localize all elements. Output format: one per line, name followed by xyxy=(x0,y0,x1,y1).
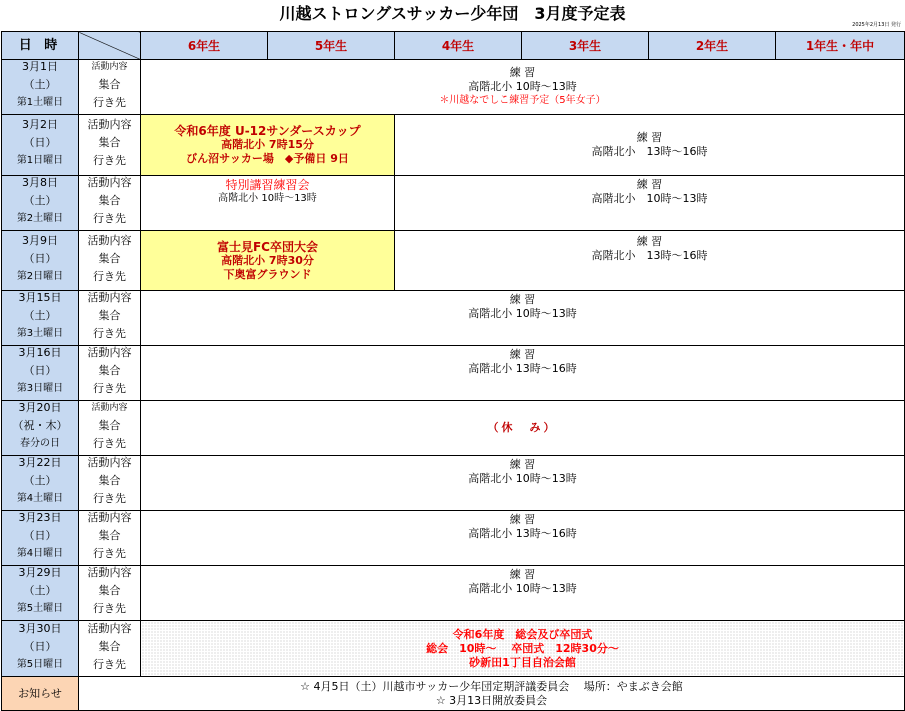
event-destination: 下奥富グラウンド xyxy=(223,267,312,281)
label-meeting: 集合 xyxy=(98,474,121,487)
week-label: 第1土曜日 xyxy=(16,97,64,108)
date: 3月16日 xyxy=(18,346,62,359)
event-place: 高階北小 13時～16時 xyxy=(591,145,708,158)
event-all-grades xyxy=(141,346,905,401)
date: 3月29日 xyxy=(18,566,62,579)
event-note: ＊川越なでしこ練習予定（5年女子） xyxy=(439,95,606,106)
label-destination: 行き先 xyxy=(93,657,126,671)
label-activity: 活動内容 xyxy=(87,511,132,524)
week-label: 第5日曜日 xyxy=(16,658,64,670)
event-place: 高階北小 10時～13時 xyxy=(468,582,577,595)
event-place: 砂新田1丁目自治会館 xyxy=(469,655,576,669)
label-meeting: 集合 xyxy=(98,584,121,597)
label-cell xyxy=(79,60,141,115)
label-cell xyxy=(79,401,141,456)
week-label: 第4土曜日 xyxy=(16,493,64,504)
event-place: 高階北小 10時～13時 xyxy=(468,472,577,485)
label-meeting: 集合 xyxy=(98,194,121,207)
event-title: 令和6年度 総会及び卒団式 xyxy=(452,627,593,641)
schedule-row xyxy=(2,566,905,621)
label-destination: 行き先 xyxy=(93,269,126,283)
event-title: 令和6年度 U-12サンダースカップ xyxy=(174,124,361,138)
schedule-row xyxy=(2,346,905,401)
label-cell xyxy=(79,566,141,621)
label-destination: 行き先 xyxy=(93,492,126,505)
label-meeting: 集合 xyxy=(98,251,121,265)
date-cell xyxy=(2,176,79,231)
label-activity: 活動内容 xyxy=(87,176,132,189)
issue-date: 2025年2月13日 発行 xyxy=(852,22,901,28)
event-grades-6-5 xyxy=(141,176,395,231)
schedule-row xyxy=(2,60,905,115)
schedule-row xyxy=(2,511,905,566)
weekday: （土） xyxy=(23,584,57,597)
weekday: （日） xyxy=(23,639,57,653)
week-label: 第3日曜日 xyxy=(16,383,64,394)
date: 3月15日 xyxy=(18,291,62,304)
weekday: （日） xyxy=(23,251,57,265)
week-label: 第3土曜日 xyxy=(16,328,64,339)
event-meeting: 高階北小 7時15分 xyxy=(221,138,314,151)
notice-item: ☆ 4月5日（土）川越市サッカー少年団定期評議委員会 場所：やまぶき会館 xyxy=(300,679,683,693)
weekday: （土） xyxy=(23,194,57,207)
date-cell xyxy=(2,346,79,401)
date: 3月2日 xyxy=(22,118,58,131)
header-grade-3: 3年生 xyxy=(522,32,649,60)
event-place: 高階北小 10時～13時 xyxy=(468,307,577,320)
date-cell xyxy=(2,456,79,511)
date: 3月9日 xyxy=(22,233,58,247)
date-cell xyxy=(2,291,79,346)
label-meeting: 集合 xyxy=(98,419,121,432)
notice-item: ☆ 3月13日開放委員会 xyxy=(435,693,548,707)
header-grade-1: 1年生・年中 xyxy=(776,32,905,60)
schedule-row xyxy=(2,176,905,231)
label-destination: 行き先 xyxy=(93,382,126,395)
notice-row xyxy=(2,677,905,711)
label-cell xyxy=(79,231,141,291)
notice-label: お知らせ xyxy=(2,677,79,711)
schedule-row xyxy=(2,401,905,456)
event-all-grades xyxy=(141,456,905,511)
label-cell xyxy=(79,511,141,566)
label-activity: 活動内容 xyxy=(87,291,132,304)
schedule-row xyxy=(2,231,905,291)
header-date: 日 時 xyxy=(2,32,79,60)
label-cell xyxy=(79,176,141,231)
event-title: 練 習 xyxy=(636,235,663,248)
week-label: 第1日曜日 xyxy=(16,155,64,166)
label-meeting: 集合 xyxy=(98,639,121,653)
label-destination: 行き先 xyxy=(93,96,126,109)
event-all-grades xyxy=(141,511,905,566)
event-title: 練 習 xyxy=(509,348,536,361)
weekday: （祝・木） xyxy=(12,419,68,432)
label-meeting: 集合 xyxy=(98,529,121,542)
header-grade-6: 6年生 xyxy=(141,32,268,60)
label-cell xyxy=(79,621,141,677)
date-cell xyxy=(2,511,79,566)
schedule-row xyxy=(2,291,905,346)
schedule-row xyxy=(2,621,905,677)
event-time: 総会 10時～ 卒団式 12時30分～ xyxy=(426,641,619,655)
event-place: 高階北小 10時～13時 xyxy=(591,192,708,205)
event-title: （休 み） xyxy=(487,421,558,434)
event-all-grades xyxy=(141,291,905,346)
header-grade-4: 4年生 xyxy=(395,32,522,60)
label-meeting: 集合 xyxy=(98,309,121,322)
week-label: 第4日曜日 xyxy=(16,548,64,559)
event-meeting: 高階北小 7時30分 xyxy=(221,253,314,267)
week-label: 第2日曜日 xyxy=(16,270,64,282)
event-title: 練 習 xyxy=(509,458,536,471)
label-destination: 行き先 xyxy=(93,212,126,225)
label-activity: 活動内容 xyxy=(87,233,132,247)
label-activity: 活動内容 xyxy=(87,456,132,469)
label-cell xyxy=(79,115,141,176)
header-grade-2: 2年生 xyxy=(649,32,776,60)
label-activity: 活動内容 xyxy=(91,62,128,72)
event-title: 練 習 xyxy=(509,568,536,581)
weekday: （土） xyxy=(23,78,57,91)
label-cell xyxy=(79,346,141,401)
schedule-row xyxy=(2,456,905,511)
label-destination: 行き先 xyxy=(93,437,126,450)
date-cell xyxy=(2,621,79,677)
header-diagonal xyxy=(79,32,141,60)
label-destination: 行き先 xyxy=(93,547,126,560)
notice-body xyxy=(79,677,905,711)
label-destination: 行き先 xyxy=(93,154,126,167)
schedule-row xyxy=(2,115,905,176)
event-all-grades xyxy=(141,566,905,621)
event-place: 高階北小 13時～16時 xyxy=(468,527,577,540)
weekday: （土） xyxy=(23,474,57,487)
label-destination: 行き先 xyxy=(93,602,126,615)
weekday: （日） xyxy=(23,529,57,542)
event-grade-6 xyxy=(141,115,395,176)
date: 3月20日 xyxy=(18,401,62,414)
event-title: 練 習 xyxy=(636,131,663,144)
header-grade-5: 5年生 xyxy=(268,32,395,60)
label-activity: 活動内容 xyxy=(91,403,128,413)
date-cell xyxy=(2,60,79,115)
date: 3月22日 xyxy=(18,456,62,469)
label-meeting: 集合 xyxy=(98,78,121,91)
page-title: 川越ストロングスサッカー少年団 3月度予定表 xyxy=(279,4,626,23)
schedule-table xyxy=(1,31,905,711)
event-place: 高階北小 10時～13時 xyxy=(218,193,317,204)
event-destination: びん沼サッカー場 ◆予備日 9日 xyxy=(186,152,349,165)
week-label: 春分の日 xyxy=(20,438,60,449)
event-title: 練 習 xyxy=(509,66,536,79)
date-cell xyxy=(2,231,79,291)
event-title: 富士見FC卒団大会 xyxy=(216,239,318,254)
label-activity: 活動内容 xyxy=(87,118,132,131)
date: 3月8日 xyxy=(22,176,58,189)
event-place: 高階北小 10時～13時 xyxy=(468,80,577,93)
date-cell xyxy=(2,401,79,456)
event-place: 高階北小 13時～16時 xyxy=(468,362,577,375)
event-place: 高階北小 13時～16時 xyxy=(591,249,708,262)
event-title: 練 習 xyxy=(509,513,536,526)
event-other-grades xyxy=(395,231,905,291)
event-day-off xyxy=(141,401,905,456)
date: 3月30日 xyxy=(18,621,62,635)
label-destination: 行き先 xyxy=(93,327,126,340)
event-title: 特別講習練習会 xyxy=(225,178,310,192)
event-other-grades xyxy=(395,115,905,176)
event-all-grades xyxy=(141,60,905,115)
date: 3月1日 xyxy=(22,60,58,73)
event-grade-6 xyxy=(141,231,395,291)
date-cell xyxy=(2,115,79,176)
label-meeting: 集合 xyxy=(98,364,121,377)
week-label: 第5土曜日 xyxy=(16,603,64,614)
label-activity: 活動内容 xyxy=(87,346,132,359)
week-label: 第2土曜日 xyxy=(16,213,64,224)
label-activity: 活動内容 xyxy=(87,566,132,579)
label-cell xyxy=(79,291,141,346)
label-meeting: 集合 xyxy=(98,136,121,149)
label-cell xyxy=(79,456,141,511)
date: 3月23日 xyxy=(18,511,62,524)
weekday: （日） xyxy=(23,364,57,377)
header-row xyxy=(2,32,905,60)
event-graduation-ceremony xyxy=(141,621,905,677)
label-activity: 活動内容 xyxy=(87,621,132,635)
weekday: （日） xyxy=(23,136,57,149)
date-cell xyxy=(2,566,79,621)
weekday: （土） xyxy=(23,309,57,322)
event-other-grades xyxy=(395,176,905,231)
event-title: 練 習 xyxy=(636,178,663,191)
event-title: 練 習 xyxy=(509,293,536,306)
